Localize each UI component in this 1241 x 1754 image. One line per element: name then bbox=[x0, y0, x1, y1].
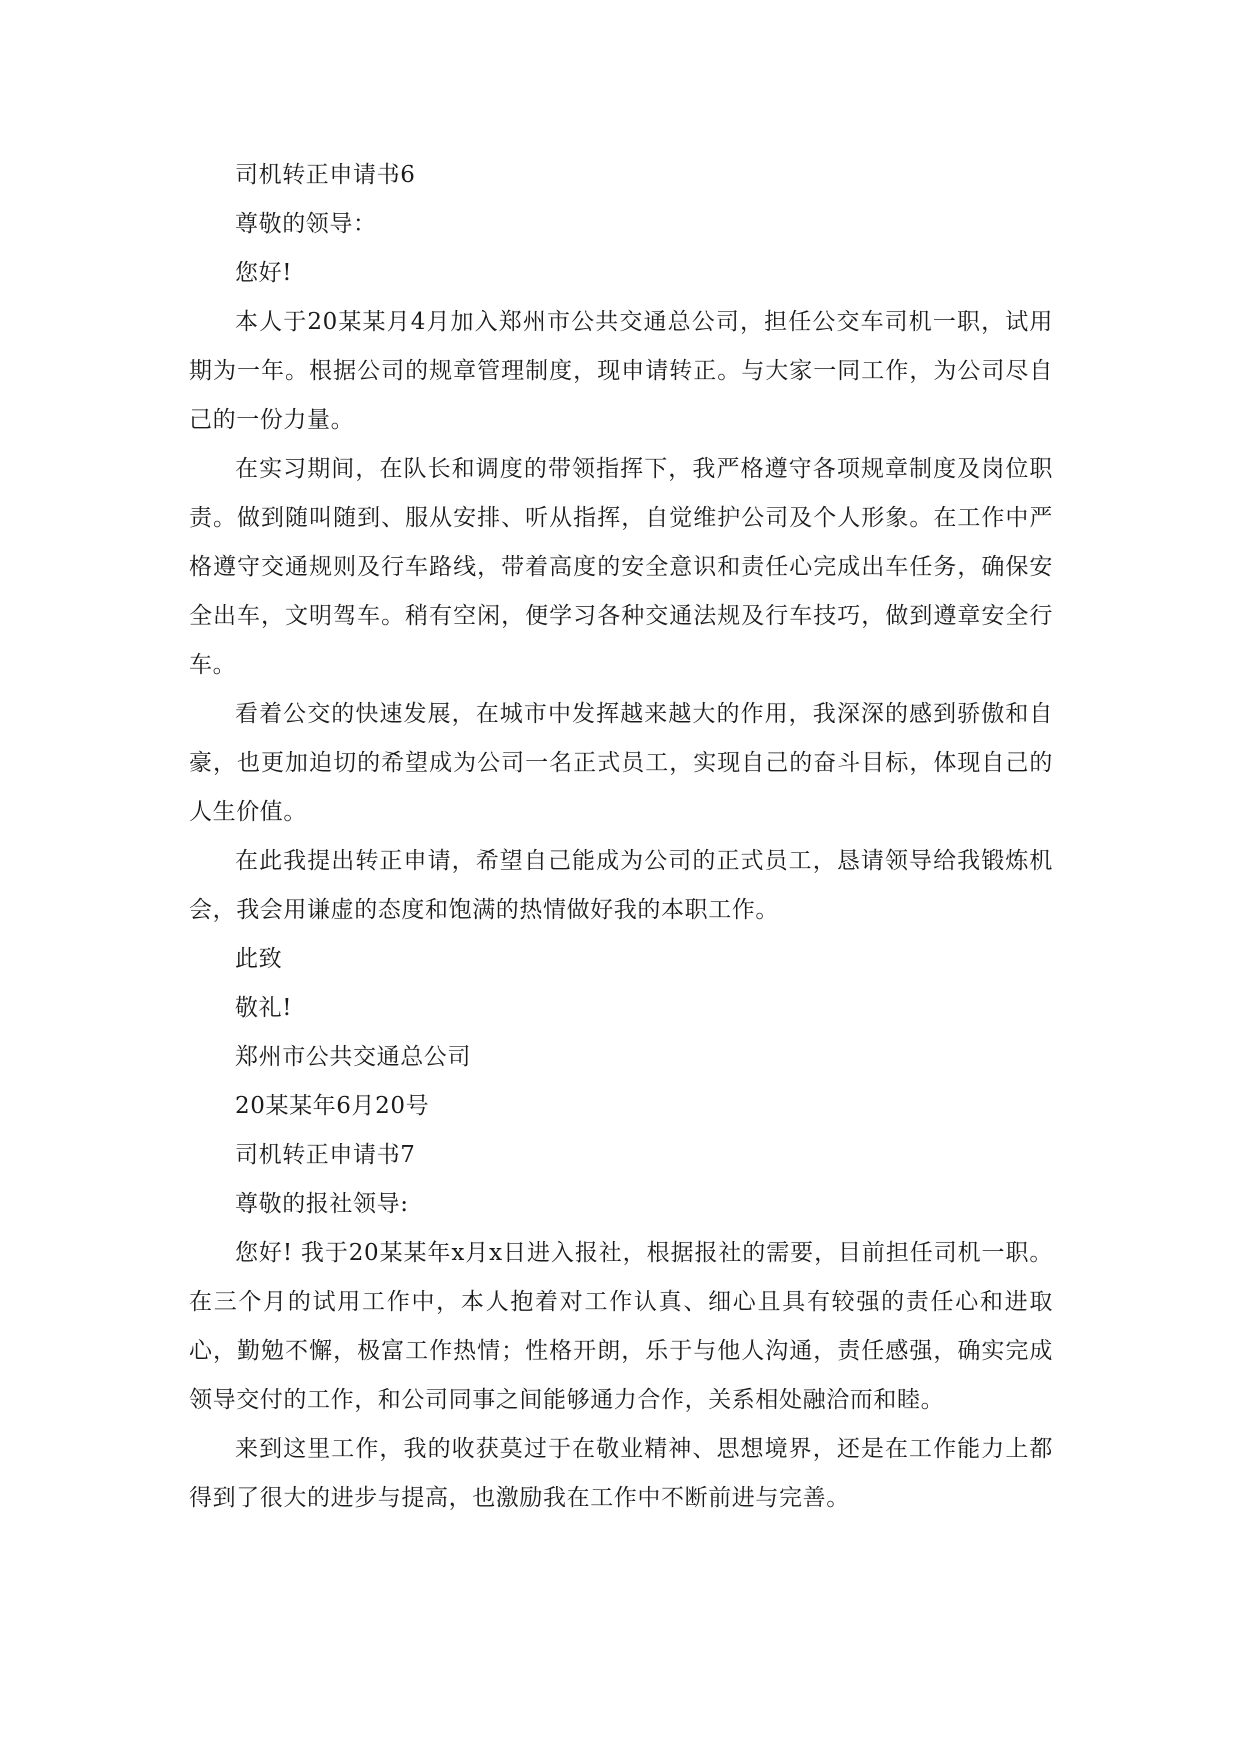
letter-6-paragraph-1: 本人于20某某月4月加入郑州市公共交通总公司，担任公交车司机一职，试用期为一年。根据公司的规章管理制度，现申请转正。与大家一同工作，为公司尽自己的一份力量。 bbox=[189, 309, 1053, 433]
letter-7-paragraph-1: 您好! 我于20某某年x月x日进入报社，根据报社的需要，目前担任司机一职。在三个月的试用工作中，本人抱着对工作认真、细心且具有较强的责任心和进取心，勤勉不懈，极富工作热情；性格开朗，乐于与他人沟通，责任感强，确实完成领导交付的工作，和公司同事之间能够通力合作，关系相处融洽而和睦。 bbox=[189, 1240, 1053, 1413]
letter-6-date: 20某某年6月20号 bbox=[235, 1093, 430, 1119]
document-body bbox=[189, 151, 1053, 1523]
letter-6-title: 司机转正申请书6 bbox=[235, 162, 416, 188]
letter-6-greeting: 您好! bbox=[235, 260, 293, 286]
letter-6-closing-2: 敬礼! bbox=[235, 995, 293, 1021]
letter-6-paragraph-3: 看着公交的快速发展，在城市中发挥越来越大的作用，我深深的感到骄傲和自豪，也更加迫切的希望成为公司一名正式员工，实现自己的奋斗目标，体现自己的人生价值。 bbox=[189, 701, 1053, 825]
letter-6-salutation: 尊敬的领导： bbox=[235, 211, 377, 237]
letter-7-title: 司机转正申请书7 bbox=[235, 1142, 416, 1168]
letter-6-signature: 郑州市公共交通总公司 bbox=[235, 1044, 471, 1070]
letter-6-closing-1: 此致 bbox=[235, 946, 283, 972]
letter-7-paragraph-2: 来到这里工作，我的收获莫过于在敬业精神、思想境界，还是在工作能力上都得到了很大的进步与提高，也激励我在工作中不断前进与完善。 bbox=[189, 1436, 1053, 1511]
letter-6-paragraph-2: 在实习期间，在队长和调度的带领指挥下，我严格遵守各项规章制度及岗位职责。做到随叫随到、服从安排、听从指挥，自觉维护公司及个人形象。在工作中严格遵守交通规则及行车路线，带着高度的安全意识和责任心完成出车任务，确保安全出车，文明驾车。稍有空闲，便学习各种交通法规及行车技巧，做到遵章安全行车。 bbox=[189, 456, 1053, 678]
letter-7-salutation: 尊敬的报社领导: bbox=[235, 1191, 409, 1217]
letter-6-paragraph-4: 在此我提出转正申请，希望自己能成为公司的正式员工，恳请领导给我锻炼机会，我会用谦虚的态度和饱满的热情做好我的本职工作。 bbox=[189, 848, 1053, 923]
